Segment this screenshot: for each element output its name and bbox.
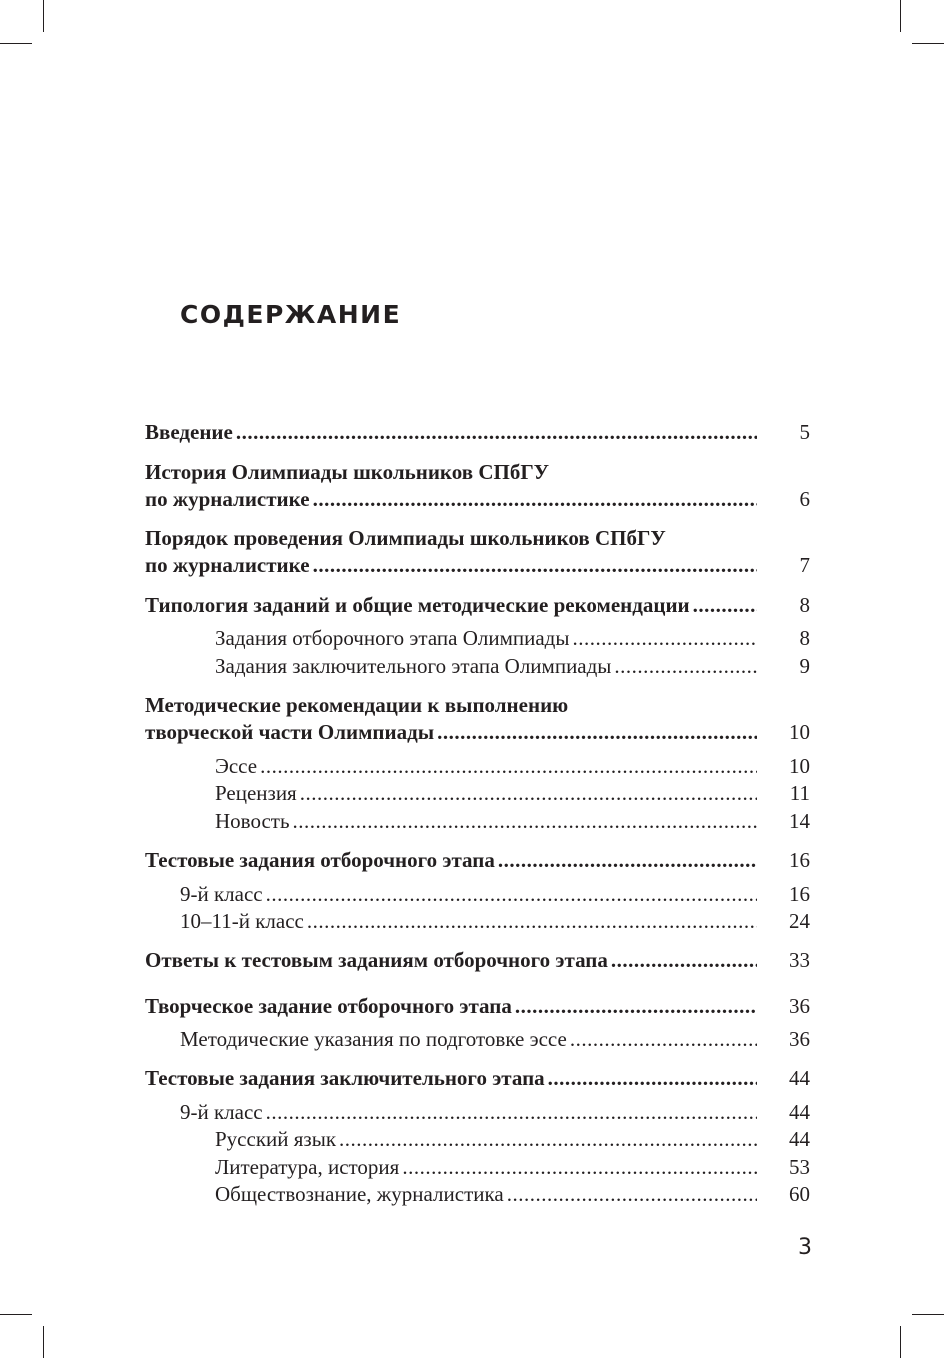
toc-page-number: 8 [799,593,810,617]
toc-entry: Тестовые задания заключительного этапа ..... [145,1066,760,1091]
toc-subentry: Задания заключительного этапа Олимпиады ..... [215,654,760,679]
crop-mark [912,43,944,44]
toc-page-number: 14 [789,809,810,833]
toc-entry: Тестовые задания отборочного этапа ..... [145,848,760,873]
toc-entry: по журналистике ..... [145,487,760,512]
crop-mark [43,0,44,32]
toc-subentry: Методические указания по подготовке эссе ..... [180,1027,760,1052]
toc-page-number: 60 [789,1182,810,1206]
toc-page-number: 44 [789,1127,810,1151]
toc-page-number: 36 [789,1027,810,1051]
crop-mark [43,1326,44,1358]
toc-entry: Типология заданий и общие методические рекомендации ..... [145,593,760,618]
toc-page-number: 44 [789,1100,810,1124]
toc-subentry: Русский язык ..... [215,1127,760,1152]
toc-subentry: Рецензия ..... [215,781,760,806]
toc-entry-line1: Порядок проведения Олимпиады школьников СПбГУ [145,526,666,550]
toc-page-number: 16 [789,848,810,872]
toc-page-number: 44 [789,1066,810,1090]
toc-page-number: 16 [789,882,810,906]
page-number: 3 [798,1235,812,1260]
toc-page-number: 5 [799,420,810,444]
toc-entry: по журналистике ..... [145,553,760,578]
toc-entry: Ответы к тестовым заданиям отборочного этапа ..... [145,948,760,973]
toc-subentry: Литература, история ..... [215,1155,760,1180]
toc-page-number: 10 [789,754,810,778]
toc-subentry: 9-й класс ..... [180,882,760,907]
crop-mark [0,1314,32,1315]
toc-entry: творческой части Олимпиады ..... [145,720,760,745]
crop-mark [900,1326,901,1358]
crop-mark [912,1314,944,1315]
page-title: СОДЕРЖАНИЕ [180,300,402,329]
toc-subentry: 10–11-й класс ..... [180,909,760,934]
toc-subentry: Обществознание, журналистика ..... [215,1182,760,1207]
toc-subentry: Задания отборочного этапа Олимпиады ..... [215,626,760,651]
toc-page-number: 33 [789,948,810,972]
toc-entry-line1: История Олимпиады школьников СПбГУ [145,460,550,484]
toc-entry-line1: Методические рекомендации к выполнению [145,693,569,717]
crop-mark [0,43,32,44]
toc-page-number: 7 [799,553,810,577]
toc-page-number: 6 [799,487,810,511]
toc-subentry: Эссе ..... [215,754,760,779]
toc-entry: Творческое задание отборочного этапа ..... [145,994,760,1019]
toc-page-number: 10 [789,720,810,744]
toc-entry: Введение ..... [145,420,760,445]
toc-subentry: 9-й класс ..... [180,1100,760,1125]
toc-page-number: 36 [789,994,810,1018]
toc-page-number: 53 [789,1155,810,1179]
crop-mark [900,0,901,32]
toc-page-number: 24 [789,909,810,933]
toc-page-number: 8 [799,626,810,650]
toc-page-number: 11 [789,781,810,805]
toc-subentry: Новость ..... [215,809,760,834]
toc-page-number: 9 [799,654,810,678]
